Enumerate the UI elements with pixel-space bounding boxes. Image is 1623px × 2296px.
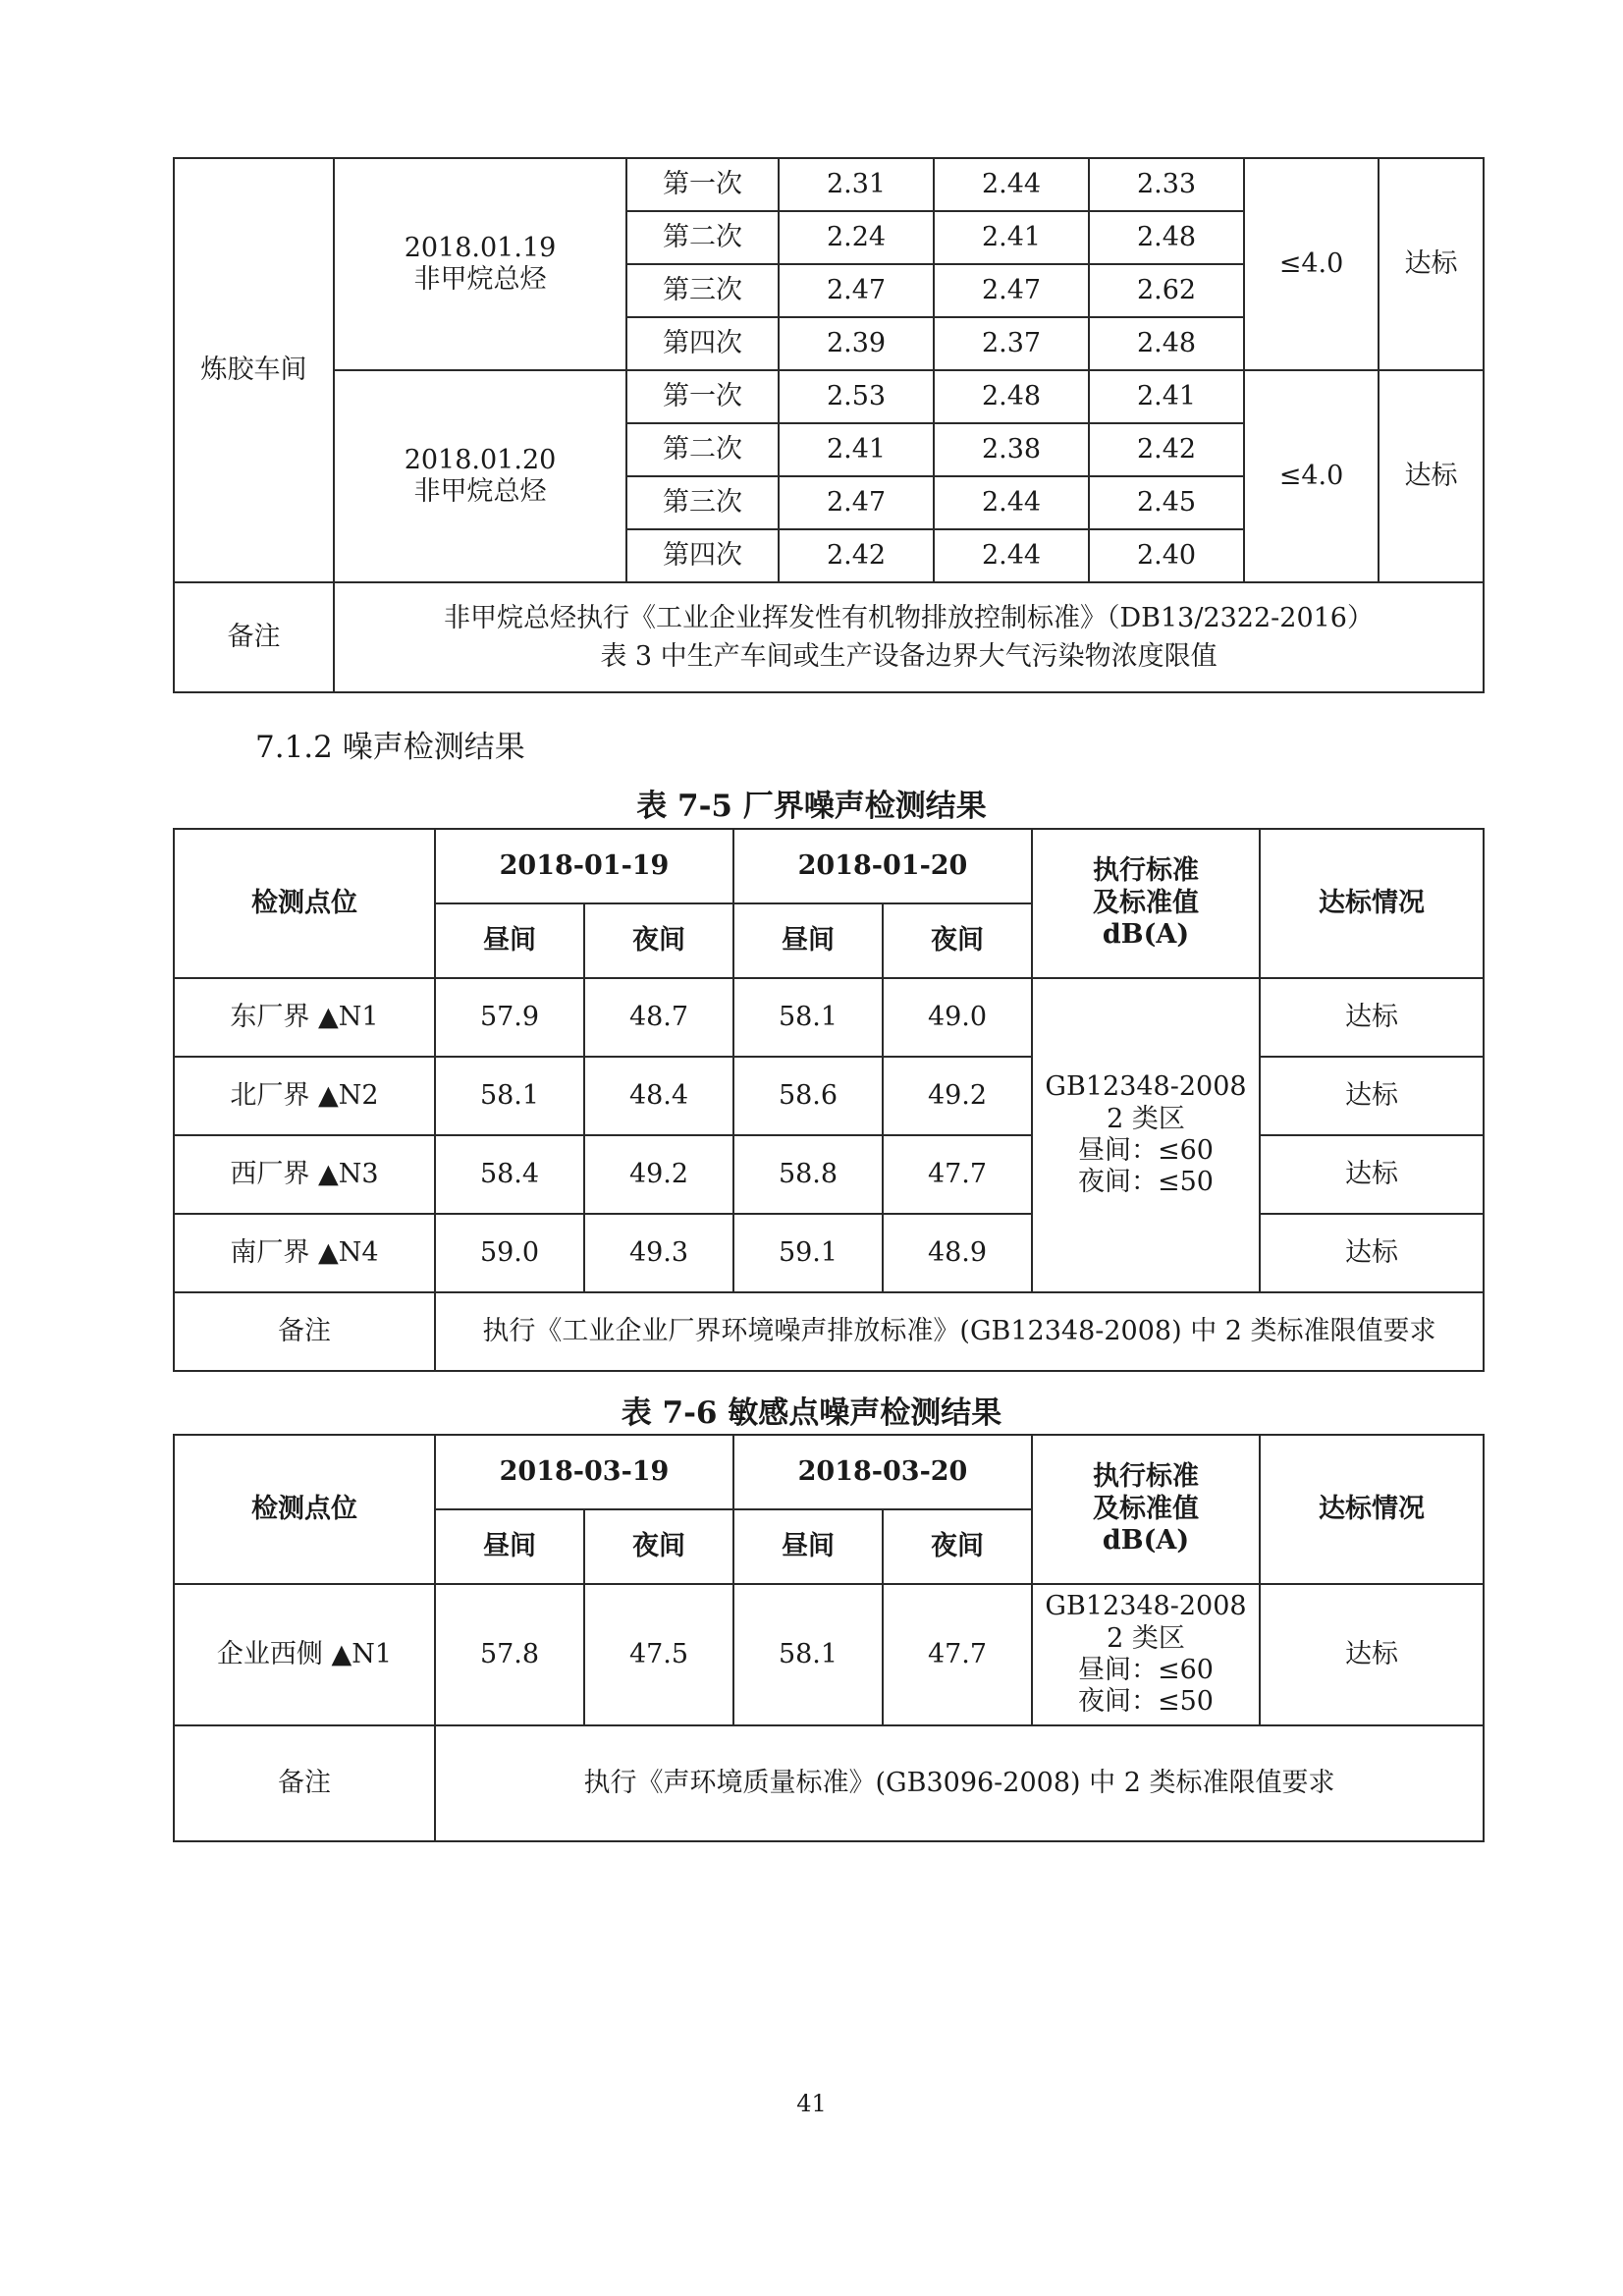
- sample-label: 第二次: [626, 211, 779, 264]
- value-cell: 2.47: [934, 264, 1089, 317]
- header-day: 昼间: [435, 903, 584, 978]
- header-day: 昼间: [733, 1509, 883, 1584]
- result-cell: 达标: [1260, 1214, 1484, 1292]
- value-cell: 2.39: [779, 317, 934, 370]
- header-day: 昼间: [733, 903, 883, 978]
- remark-line: 表 3 中生产车间或生产设备边界大气污染物浓度限值: [600, 641, 1217, 672]
- group-date: 2018.01.19: [404, 232, 557, 263]
- value-cell: 2.48: [1089, 211, 1244, 264]
- value-cell: 2.44: [934, 158, 1089, 211]
- header-standard-line: 及标准值: [1093, 887, 1199, 918]
- boundary-noise-table: [173, 828, 1485, 1372]
- remark-label: 备注: [174, 582, 334, 692]
- value-cell: 58.6: [733, 1057, 883, 1135]
- point-cell: 东厂界 ▲N1: [174, 978, 435, 1057]
- value-cell: 2.53: [779, 370, 934, 423]
- header-point: 检测点位: [174, 829, 435, 978]
- header-date: 2018-03-20: [733, 1435, 1032, 1509]
- standard-line: 夜间：≤50: [1078, 1686, 1214, 1718]
- remark-row: [174, 1292, 1484, 1371]
- vocs-table: [173, 157, 1485, 693]
- table-caption: 表 7-6 敏感点噪声检测结果: [621, 1395, 1002, 1431]
- standard-line: 夜间：≤50: [1078, 1167, 1214, 1198]
- limit-cell: ≤4.0: [1244, 370, 1379, 582]
- value-cell: 57.9: [435, 978, 584, 1057]
- value-cell: 2.40: [1089, 529, 1244, 582]
- header-date: 2018-03-19: [435, 1435, 733, 1509]
- value-cell: 2.48: [1089, 317, 1244, 370]
- standard-cell: [1032, 1584, 1260, 1725]
- value-cell: 59.0: [435, 1214, 584, 1292]
- result-cell: 达标: [1260, 1057, 1484, 1135]
- value-cell: 2.48: [934, 370, 1089, 423]
- standard-line: 2 类区: [1107, 1622, 1185, 1654]
- remark-row: [174, 582, 1484, 692]
- result-cell: 达标: [1260, 978, 1484, 1057]
- sensitive-noise-table: [173, 1434, 1485, 1842]
- table-caption: 表 7-5 厂界噪声检测结果: [636, 789, 987, 824]
- value-cell: 2.44: [934, 529, 1089, 582]
- table-row: [174, 1584, 1484, 1725]
- value-cell: 48.7: [584, 978, 733, 1057]
- sample-label: 第一次: [626, 370, 779, 423]
- value-cell: 49.2: [883, 1057, 1032, 1135]
- header-day: 昼间: [435, 1509, 584, 1584]
- value-cell: 47.5: [584, 1584, 733, 1725]
- header-standard-line: dB(A): [1102, 1525, 1190, 1557]
- remark-cell: 执行《声环境质量标准》(GB3096-2008) 中 2 类标准限值要求: [435, 1725, 1484, 1841]
- header-standard: [1032, 1435, 1260, 1584]
- header-standard-line: 执行标准: [1093, 855, 1199, 887]
- sample-label: 第二次: [626, 423, 779, 476]
- header-night: 夜间: [883, 1509, 1032, 1584]
- header-standard-line: 及标准值: [1093, 1493, 1199, 1524]
- sample-label: 第一次: [626, 158, 779, 211]
- point-cell: 南厂界 ▲N4: [174, 1214, 435, 1292]
- value-cell: 2.41: [934, 211, 1089, 264]
- table-row: [174, 158, 1484, 211]
- value-cell: 2.41: [779, 423, 934, 476]
- group-item: 非甲烷总烃: [413, 264, 547, 295]
- sample-label: 第三次: [626, 264, 779, 317]
- table-row: [174, 1057, 1484, 1135]
- value-cell: 49.3: [584, 1214, 733, 1292]
- standard-line: 昼间：≤60: [1078, 1135, 1214, 1166]
- header-result: 达标情况: [1260, 829, 1484, 978]
- result-cell: 达标: [1379, 158, 1484, 370]
- value-cell: 2.47: [779, 476, 934, 529]
- header-row: [174, 829, 1484, 903]
- remark-line: 非甲烷总烃执行《工业企业挥发性有机物排放控制标准》（DB13/2322-2016）: [444, 602, 1374, 633]
- page-number: 41: [796, 2090, 827, 2117]
- header-standard-line: dB(A): [1102, 919, 1190, 951]
- sample-label: 第四次: [626, 529, 779, 582]
- value-cell: 48.9: [883, 1214, 1032, 1292]
- result-cell: 达标: [1260, 1584, 1484, 1725]
- result-cell: 达标: [1260, 1135, 1484, 1214]
- remark-label: 备注: [174, 1725, 435, 1841]
- value-cell: 58.8: [733, 1135, 883, 1214]
- value-cell: 47.7: [883, 1135, 1032, 1214]
- value-cell: 2.44: [934, 476, 1089, 529]
- table-row: [174, 978, 1484, 1057]
- value-cell: 2.62: [1089, 264, 1244, 317]
- value-cell: 2.42: [779, 529, 934, 582]
- standard-line: 昼间：≤60: [1078, 1655, 1214, 1685]
- group-item: 非甲烷总烃: [413, 476, 547, 507]
- header-standard-line: 执行标准: [1093, 1461, 1199, 1493]
- limit-cell: ≤4.0: [1244, 158, 1379, 370]
- sample-label: 第四次: [626, 317, 779, 370]
- table-row: [174, 1135, 1484, 1214]
- value-cell: 58.1: [733, 1584, 883, 1725]
- remark-cell: [334, 582, 1484, 692]
- remark-cell: 执行《工业企业厂界环境噪声排放标准》(GB12348-2008) 中 2 类标准限值要求: [435, 1292, 1484, 1371]
- workshop-cell: 炼胶车间: [174, 158, 334, 582]
- result-cell: 达标: [1379, 370, 1484, 582]
- remark-row: [174, 1725, 1484, 1841]
- header-night: 夜间: [883, 903, 1032, 978]
- value-cell: 2.47: [779, 264, 934, 317]
- header-point: 检测点位: [174, 1435, 435, 1584]
- header-night: 夜间: [584, 903, 733, 978]
- sample-label: 第三次: [626, 476, 779, 529]
- header-date: 2018-01-20: [733, 829, 1032, 903]
- header-result: 达标情况: [1260, 1435, 1484, 1584]
- value-cell: 2.38: [934, 423, 1089, 476]
- standard-line: GB12348-2008: [1045, 1591, 1247, 1622]
- header-standard: [1032, 829, 1260, 978]
- value-cell: 2.45: [1089, 476, 1244, 529]
- header-night: 夜间: [584, 1509, 733, 1584]
- remark-label: 备注: [174, 1292, 435, 1371]
- section-heading: 7.1.2 噪声检测结果: [255, 730, 525, 765]
- point-cell: 企业西侧 ▲N1: [174, 1584, 435, 1725]
- standard-line: GB12348-2008: [1045, 1071, 1247, 1103]
- header-date: 2018-01-19: [435, 829, 733, 903]
- table-row: [174, 370, 1484, 423]
- group-date-cell: [334, 158, 626, 370]
- value-cell: 58.4: [435, 1135, 584, 1214]
- value-cell: 57.8: [435, 1584, 584, 1725]
- value-cell: 2.41: [1089, 370, 1244, 423]
- standard-line: 2 类区: [1107, 1103, 1185, 1134]
- value-cell: 48.4: [584, 1057, 733, 1135]
- header-row: [174, 1435, 1484, 1509]
- standard-cell: [1032, 978, 1260, 1292]
- point-cell: 北厂界 ▲N2: [174, 1057, 435, 1135]
- value-cell: 2.31: [779, 158, 934, 211]
- value-cell: 2.33: [1089, 158, 1244, 211]
- value-cell: 2.24: [779, 211, 934, 264]
- value-cell: 58.1: [435, 1057, 584, 1135]
- value-cell: 47.7: [883, 1584, 1032, 1725]
- value-cell: 58.1: [733, 978, 883, 1057]
- value-cell: 2.37: [934, 317, 1089, 370]
- value-cell: 59.1: [733, 1214, 883, 1292]
- point-cell: 西厂界 ▲N3: [174, 1135, 435, 1214]
- group-date: 2018.01.20: [404, 444, 557, 475]
- table-row: [174, 1214, 1484, 1292]
- value-cell: 49.2: [584, 1135, 733, 1214]
- value-cell: 49.0: [883, 978, 1032, 1057]
- group-date-cell: [334, 370, 626, 582]
- value-cell: 2.42: [1089, 423, 1244, 476]
